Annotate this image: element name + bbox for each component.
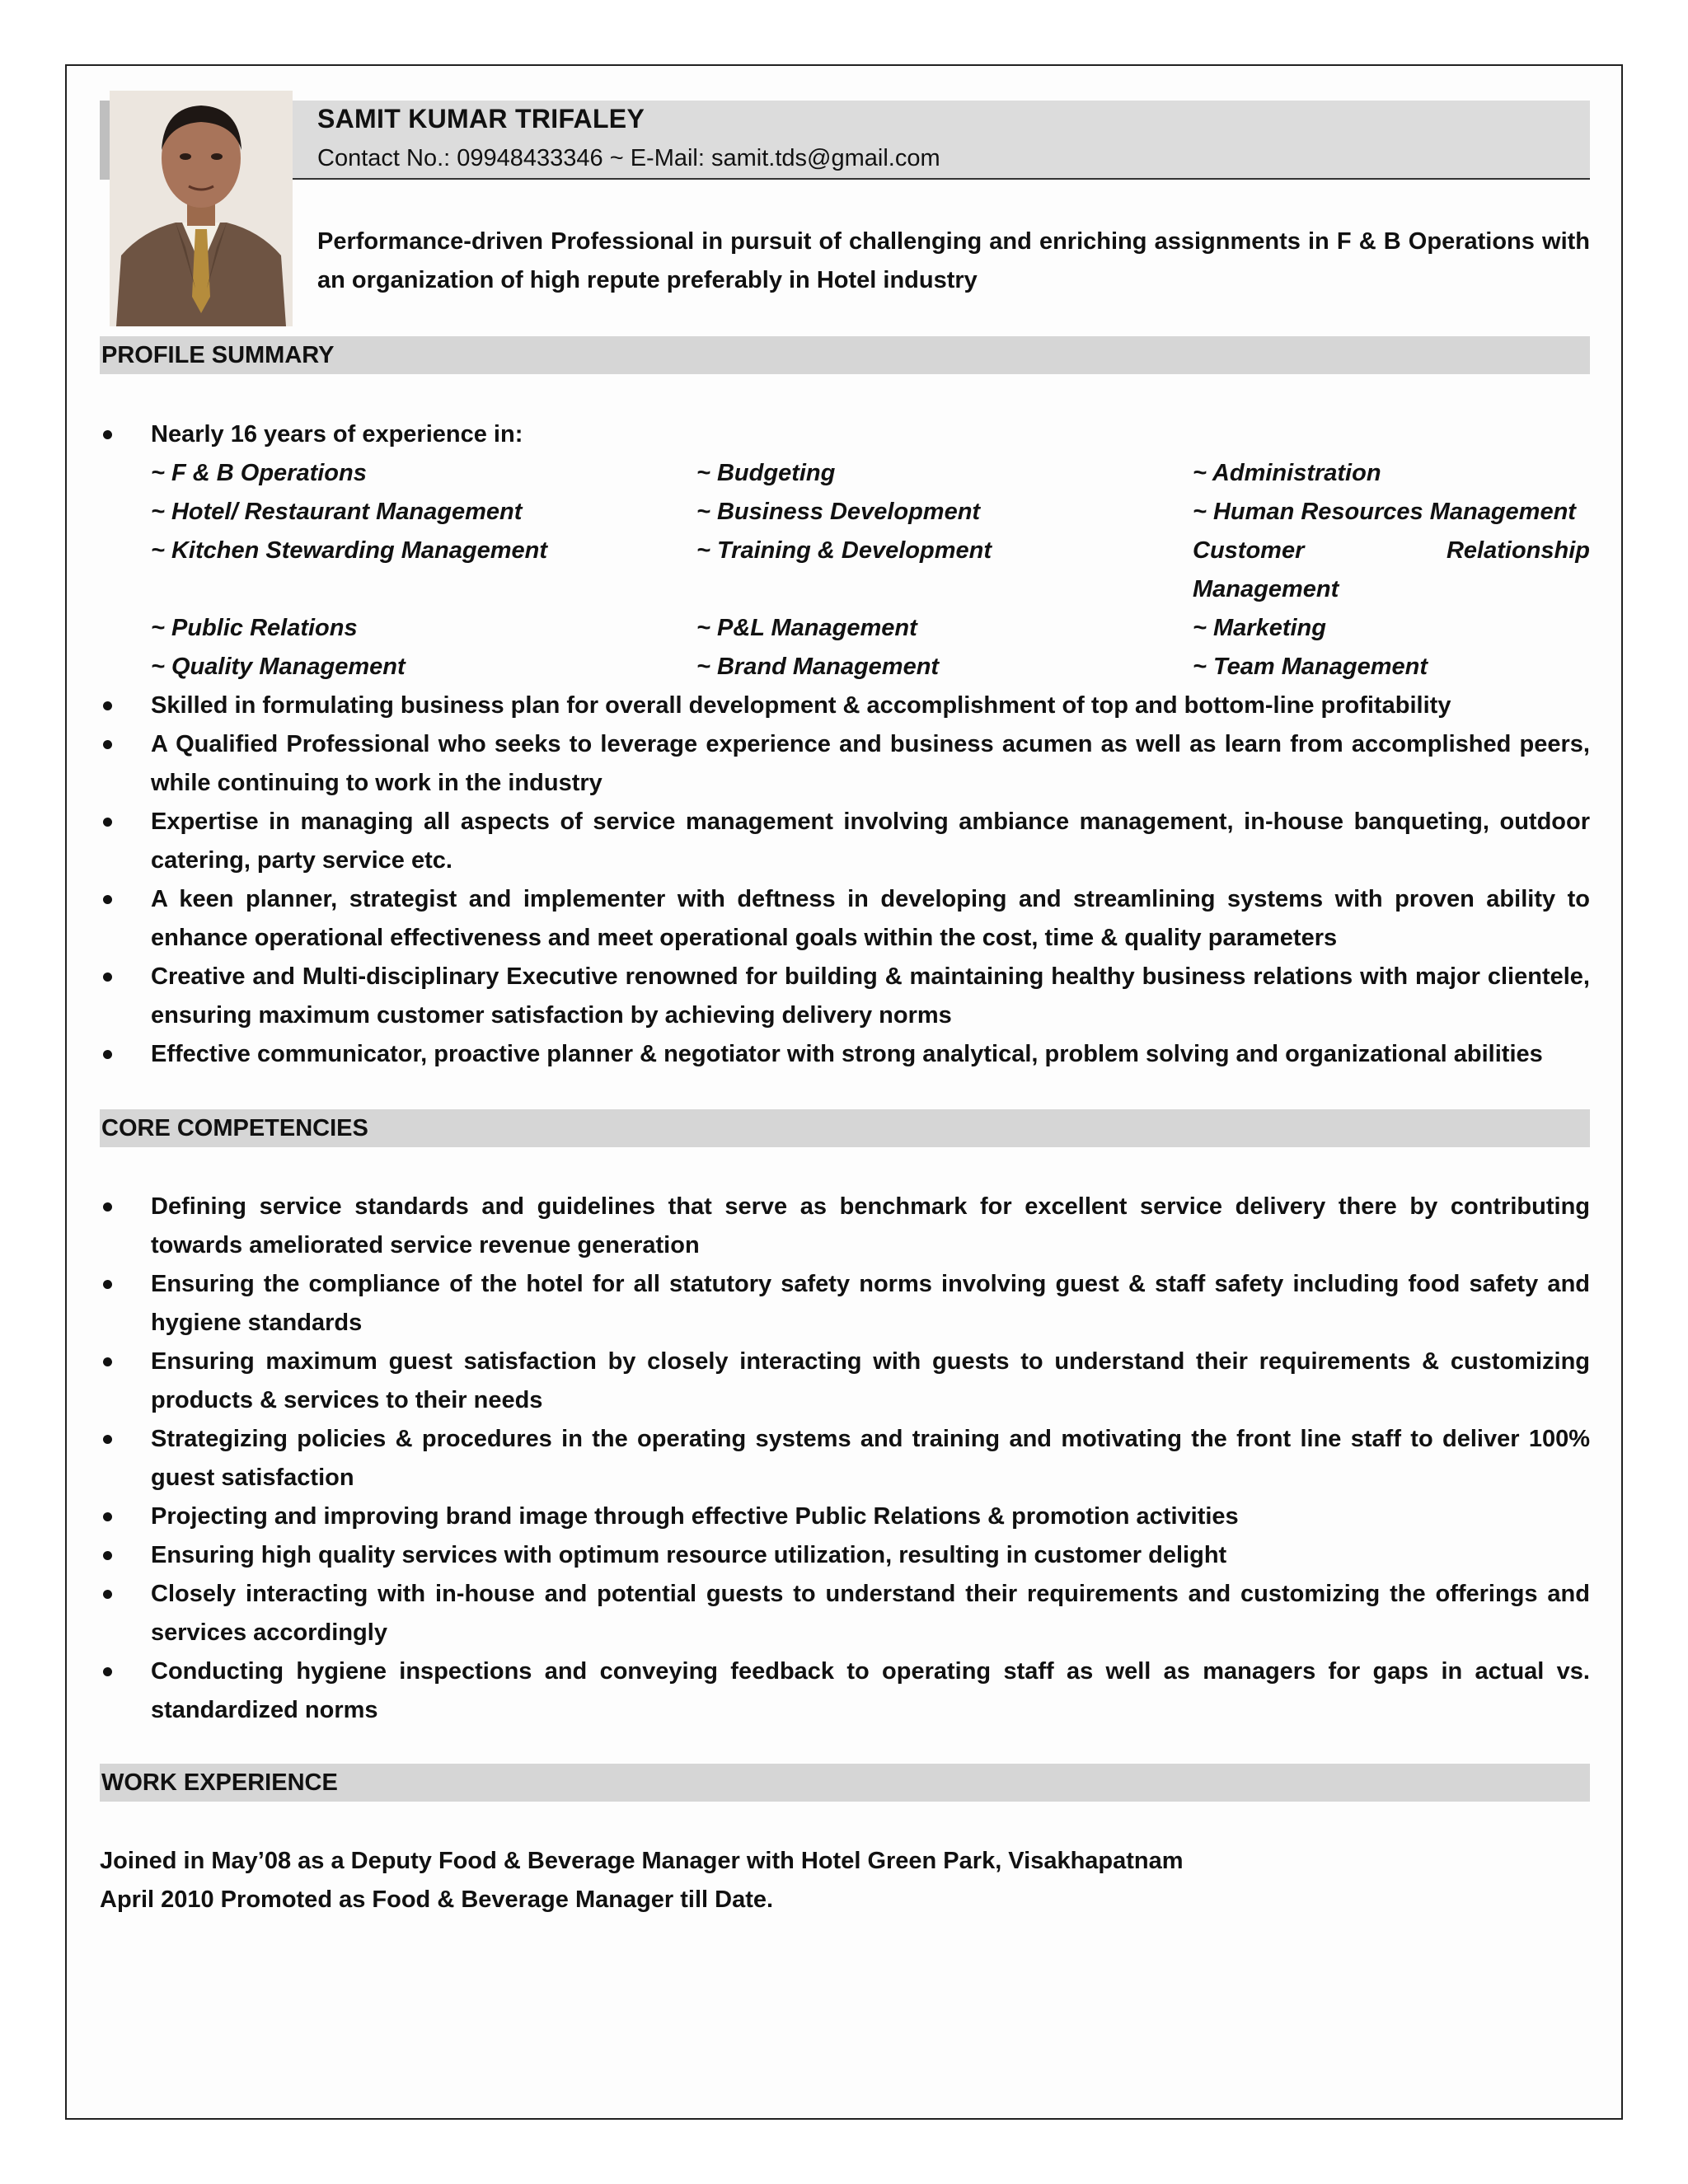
experience-intro: Nearly 16 years of experience in: (151, 421, 523, 448)
objective-statement: Performance-driven Professional in pursuit of challenging and enriching assignments in F & B Operations with an organization of high repute preferably in Hotel industry (317, 228, 1590, 293)
list-item: Strategizing policies & procedures in the operating systems and training and motivating the front line staff to deliver 100% guest satisfaction (100, 1420, 1590, 1497)
section-core-competencies: CORE COMPETENCIES (100, 1109, 1590, 1147)
candidate-name: SAMIT KUMAR TRIFALEY (317, 104, 645, 134)
skill: ~ Administration (1193, 460, 1381, 486)
skill: ~ Business Development (696, 499, 981, 525)
contact-info: Contact No.: 09948433346 ~ E-Mail: samit.tds@gmail.com (317, 145, 940, 171)
list-item: A Qualified Professional who seeks to leverage experience and business acumen as well as learn from accomplished peers, while continuing to work in the industry (100, 725, 1590, 803)
skill: ~ Quality Management (151, 654, 406, 680)
list-item: Closely interacting with in-house and potential guests to understand their requirements and customizing the offerings and services accordingly (100, 1575, 1590, 1652)
skills-row (151, 454, 1590, 493)
section-work-experience: WORK EXPERIENCE (100, 1764, 1590, 1802)
skill: ~ Team Management (1193, 654, 1428, 680)
skills-grid (151, 454, 1590, 687)
list-item: Ensuring the compliance of the hotel for all statutory safety norms involving guest & staff safety including food safety and hygiene standards (100, 1265, 1590, 1343)
skill: ~ Human Resources Management (1193, 499, 1576, 525)
profile-summary-list (100, 415, 1590, 1074)
skill: ~ Public Relations (151, 615, 358, 641)
skill: ~ Hotel/ Restaurant Management (151, 499, 523, 525)
work-line: April 2010 Promoted as Food & Beverage Manager till Date. (100, 1886, 774, 1913)
work-experience-details (100, 1842, 1590, 1919)
list-item (100, 415, 1590, 687)
skills-row (151, 532, 1590, 609)
skills-row (151, 609, 1590, 648)
skill: ~ F & B Operations (151, 460, 367, 486)
skill: Customer Relationship Management (1193, 537, 1590, 602)
list-item: Defining service standards and guidelines that serve as benchmark for excellent service delivery there by contributing towards ameliorated service revenue generation (100, 1188, 1590, 1265)
list-item: Ensuring high quality services with optimum resource utilization, resulting in customer delight (100, 1536, 1590, 1575)
skill: ~ Budgeting (696, 460, 836, 486)
skills-row (151, 648, 1590, 687)
skill: ~ Marketing (1193, 615, 1326, 641)
list-item: Ensuring maximum guest satisfaction by closely interacting with guests to understand their requirements & customizing products & services to their needs (100, 1343, 1590, 1420)
list-item: Effective communicator, proactive planner & negotiator with strong analytical, problem solving and organizational abilities (100, 1035, 1590, 1074)
skill: ~ P&L Management (696, 615, 917, 641)
work-line: Joined in May’08 as a Deputy Food & Beverage Manager with Hotel Green Park, Visakhapatnam (100, 1848, 1184, 1874)
list-item: Creative and Multi-disciplinary Executive renowned for building & maintaining healthy business relations with major clientele, ensuring maximum customer satisfaction by achieving delivery norms (100, 958, 1590, 1035)
skill: ~ Brand Management (696, 654, 940, 680)
core-competencies-list (100, 1188, 1590, 1730)
skill: ~ Kitchen Stewarding Management (151, 537, 548, 564)
profile-photo (110, 91, 293, 326)
resume-page (65, 64, 1623, 2120)
list-item: A keen planner, strategist and implementer with deftness in developing and streamlining systems with proven ability to enhance operational effectiveness and meet operational goals within the cost, time & quality parameters (100, 880, 1590, 958)
list-item: Conducting hygiene inspections and conveying feedback to operating staff as well as managers for gaps in actual vs. standardized norms (100, 1652, 1590, 1730)
skill: ~ Training & Development (696, 537, 992, 564)
list-item: Projecting and improving brand image through effective Public Relations & promotion activities (100, 1497, 1590, 1536)
list-item: Expertise in managing all aspects of service management involving ambiance management, in-house banqueting, outdoor catering, party service etc. (100, 803, 1590, 880)
list-item: Skilled in formulating business plan for overall development & accomplishment of top and bottom-line profitability (100, 687, 1590, 725)
section-profile-summary: PROFILE SUMMARY (100, 336, 1590, 374)
skills-row (151, 493, 1590, 532)
